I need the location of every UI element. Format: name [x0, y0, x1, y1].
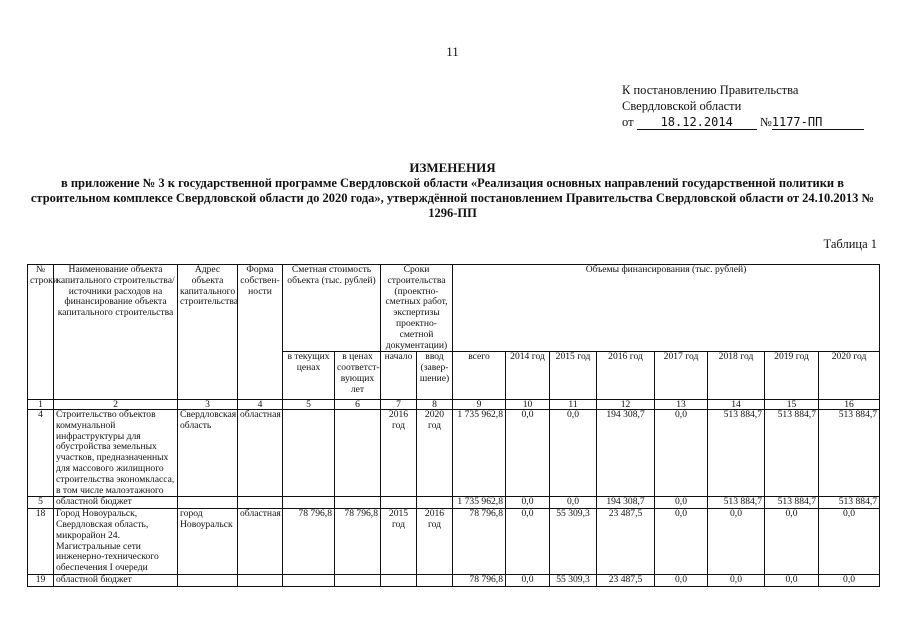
table-header-row-1	[28, 265, 880, 352]
column-number-row	[28, 400, 880, 410]
column-number: 8	[417, 400, 453, 410]
financing-2017: 0,0	[655, 410, 708, 497]
cost-current	[283, 497, 335, 509]
cost-current	[283, 574, 335, 586]
header-matching-prices: в ценах соответст-вующих лет	[335, 352, 381, 400]
financing-2020: 0,0	[819, 509, 880, 575]
table-label: Таблица 1	[823, 237, 877, 251]
financing-2019: 513 884,7	[765, 410, 819, 497]
cost-years	[335, 410, 381, 497]
header-year-2016: 2016 год	[597, 352, 655, 400]
header-financing: Объемы финансирования (тыс. рублей)	[453, 265, 880, 352]
header-start: начало	[381, 352, 417, 400]
object-address	[178, 497, 238, 509]
object-name: Город Новоуральск, Свердловская область, микрорайон 24. Магистральные сети инженерно-технического обеспечения I очереди	[54, 509, 178, 575]
header-year-2018: 2018 год	[708, 352, 765, 400]
ownership-form	[238, 574, 283, 586]
row-number: 18	[28, 509, 54, 575]
financing-2016: 23 487,5	[597, 574, 655, 586]
financing-2018: 0,0	[708, 574, 765, 586]
start-year: 2015 год	[381, 509, 417, 575]
financing-2015: 55 309,3	[550, 509, 597, 575]
header-total: всего	[453, 352, 506, 400]
cost-current	[283, 410, 335, 497]
financing-2020: 513 884,7	[819, 410, 880, 497]
finish-year	[417, 574, 453, 586]
row-number: 5	[28, 497, 54, 509]
object-name: областной бюджет	[54, 574, 178, 586]
cost-years: 78 796,8	[335, 509, 381, 575]
header-row-num: № строки	[28, 265, 54, 400]
header-address: Адрес объекта капитального строительства	[178, 265, 238, 400]
header-year-2019: 2019 год	[765, 352, 819, 400]
column-number: 5	[283, 400, 335, 410]
header-year-2020: 2020 год	[819, 352, 880, 400]
financing-total: 1 735 962,8	[453, 497, 506, 509]
header-finish: ввод (завер-шение)	[417, 352, 453, 400]
finish-year: 2020 год	[417, 410, 453, 497]
cost-years	[335, 574, 381, 586]
financing-2015: 0,0	[550, 497, 597, 509]
financing-2019: 0,0	[765, 509, 819, 575]
approval-line-2: Свердловской области	[622, 99, 742, 113]
ownership-form: областная	[238, 509, 283, 575]
document-subtitle: в приложение № 3 к государственной программе Свердловской области «Реализация основных направлений государственной политики в строительном комплексе Свердловской области до 2020 года», утверждённой постановлением Правительства Свердловской области от 24.10.2013 № 1296-ПП	[30, 176, 875, 220]
column-number: 12	[597, 400, 655, 410]
approval-number: 1177-ПП	[772, 116, 864, 130]
financing-2015: 0,0	[550, 410, 597, 497]
column-number: 6	[335, 400, 381, 410]
financing-2016: 23 487,5	[597, 509, 655, 575]
financing-2017: 0,0	[655, 497, 708, 509]
cost-current: 78 796,8	[283, 509, 335, 575]
column-number: 13	[655, 400, 708, 410]
header-year-2017: 2017 год	[655, 352, 708, 400]
table-row	[28, 509, 880, 575]
column-number: 16	[819, 400, 880, 410]
column-number: 1	[28, 400, 54, 410]
approval-date: 18.12.2014	[637, 116, 757, 130]
approval-line-1: К постановлению Правительства	[622, 83, 799, 97]
row-number: 19	[28, 574, 54, 586]
financing-2017: 0,0	[655, 509, 708, 575]
financing-2016: 194 308,7	[597, 410, 655, 497]
header-ownership: Форма собствен-ности	[238, 265, 283, 400]
financing-2018: 0,0	[708, 509, 765, 575]
financing-total: 78 796,8	[453, 509, 506, 575]
table-row	[28, 410, 880, 497]
column-number: 15	[765, 400, 819, 410]
header-name: Наименование объекта капитального строительства/ источники расходов на финансирование объекта капитального строительства	[54, 265, 178, 400]
financing-2019: 0,0	[765, 574, 819, 586]
start-year	[381, 574, 417, 586]
approval-from-label: от	[622, 115, 634, 129]
row-number: 4	[28, 410, 54, 497]
page-number: 11	[446, 44, 459, 59]
column-number: 10	[506, 400, 550, 410]
cost-years	[335, 497, 381, 509]
table-row	[28, 574, 880, 586]
finish-year: 2016 год	[417, 509, 453, 575]
table-row	[28, 497, 880, 509]
finish-year	[417, 497, 453, 509]
column-number: 11	[550, 400, 597, 410]
object-address	[178, 574, 238, 586]
ownership-form: областная	[238, 410, 283, 497]
object-address: город Новоуральск	[178, 509, 238, 575]
column-number: 2	[54, 400, 178, 410]
financing-2014: 0,0	[506, 509, 550, 575]
start-year: 2016 год	[381, 410, 417, 497]
object-name: Строительство объектов коммунальной инфраструктуры для обустройства земельных участков, предназначенных для массового жилищного строительства экономкласса, в том числе малоэтажного	[54, 410, 178, 497]
financing-2020: 0,0	[819, 574, 880, 586]
financing-total: 78 796,8	[453, 574, 506, 586]
column-number: 7	[381, 400, 417, 410]
start-year	[381, 497, 417, 509]
header-year-2015: 2015 год	[550, 352, 597, 400]
column-number: 9	[453, 400, 506, 410]
object-address: Свердловская область	[178, 410, 238, 497]
header-year-2014: 2014 год	[506, 352, 550, 400]
financing-2017: 0,0	[655, 574, 708, 586]
approval-date-line	[622, 114, 864, 130]
header-estimated-cost: Сметная стоимость объекта (тыс. рублей)	[283, 265, 381, 352]
column-number: 4	[238, 400, 283, 410]
financing-2019: 513 884,7	[765, 497, 819, 509]
financing-2018: 513 884,7	[708, 497, 765, 509]
financing-total: 1 735 962,8	[453, 410, 506, 497]
header-terms: Сроки строительства (проектно-сметных работ, экспертизы проектно-сметной документации)	[381, 265, 453, 352]
financing-2015: 55 309,3	[550, 574, 597, 586]
financing-2014: 0,0	[506, 497, 550, 509]
document-title: ИЗМЕНЕНИЯ	[409, 160, 496, 175]
header-current-prices: в текущих ценах	[283, 352, 335, 400]
column-number: 14	[708, 400, 765, 410]
financing-table	[27, 264, 880, 587]
financing-2018: 513 884,7	[708, 410, 765, 497]
approval-number-label: №	[759, 115, 772, 129]
financing-2014: 0,0	[506, 410, 550, 497]
approval-block	[622, 82, 864, 130]
column-number: 3	[178, 400, 238, 410]
financing-2014: 0,0	[506, 574, 550, 586]
ownership-form	[238, 497, 283, 509]
financing-2020: 513 884,7	[819, 497, 880, 509]
financing-2016: 194 308,7	[597, 497, 655, 509]
document-heading	[24, 160, 881, 221]
object-name: областной бюджет	[54, 497, 178, 509]
